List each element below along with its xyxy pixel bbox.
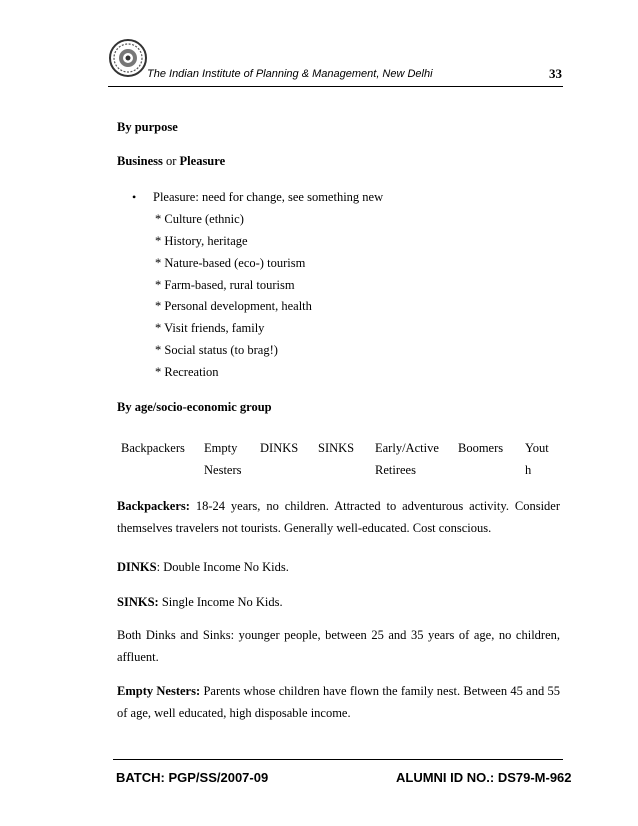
group-cell-line: Backpackers [121, 441, 185, 455]
bullet-pleasure-text: Pleasure: need for change, see something new [153, 190, 384, 204]
group-cell-line: DINKS [260, 441, 299, 455]
group-cell-dinks [260, 437, 298, 459]
group-cell-line: Nesters [204, 463, 242, 477]
sinks-paragraph [117, 591, 560, 613]
group-cell-line: Early/Active [375, 441, 439, 455]
list-item: * Culture (ethnic) [155, 212, 244, 226]
empty-nesters-text: Parents whose children have flown the family nest. Between 45 and 55 of age, well educated, high disposable income. [117, 684, 561, 720]
both-dinks-sinks-paragraph: Both Dinks and Sinks: younger people, between 25 and 35 years of age, no children, affluent. [117, 628, 560, 664]
list-item: * History, heritage [155, 234, 248, 248]
group-cell-boomers [458, 437, 503, 459]
group-cell-line: Yout [525, 441, 549, 455]
list-item: * Social status (to brag!) [155, 343, 278, 357]
footer-divider [113, 759, 563, 760]
group-cell-line: Empty [204, 441, 238, 455]
business-or-pleasure-line [117, 154, 225, 169]
empty-nesters-term: Empty Nesters: [117, 684, 201, 698]
dinks-text: : Double Income No Kids. [156, 560, 289, 574]
dinks-term: DINKS [117, 560, 157, 574]
header-institute-name: The Indian Institute of Planning & Management, New Delhi [147, 68, 433, 80]
list-item: * Nature-based (eco-) tourism [155, 256, 306, 270]
list-item: * Farm-based, rural tourism [155, 278, 295, 292]
backpackers-paragraph [117, 495, 560, 539]
footer-batch: BATCH: PGP/SS/2007-09 [116, 770, 269, 785]
group-cell-sinks [318, 437, 354, 459]
group-cell-line: SINKS [318, 441, 355, 455]
sinks-term: SINKS: [117, 595, 159, 609]
backpackers-term: Backpackers: [117, 499, 190, 513]
list-item: * Visit friends, family [155, 321, 265, 335]
heading-by-age-group: By age/socio-economic group [117, 400, 272, 414]
page-number: 33 [549, 66, 562, 81]
group-cell-line: Retirees [375, 463, 416, 477]
or-label: or [165, 154, 177, 168]
group-cell-youth [525, 437, 549, 481]
heading-by-purpose: By purpose [117, 120, 178, 134]
group-cell-early-retirees [375, 437, 439, 481]
list-item: * Personal development, health [155, 299, 312, 313]
dinks-paragraph [117, 556, 560, 578]
header-divider [108, 86, 563, 87]
group-cell-line: h [525, 463, 532, 477]
list-item: * Recreation [155, 365, 219, 379]
group-cell-line: Boomers [458, 441, 504, 455]
pleasure-label: Pleasure [179, 154, 226, 168]
empty-nesters-paragraph [117, 680, 560, 724]
institute-seal-logo [108, 38, 148, 78]
footer-alumni-id: ALUMNI ID NO.: DS79-M-962 [396, 770, 572, 785]
sinks-text: Single Income No Kids. [161, 595, 283, 609]
bullet-dot-icon: • [132, 190, 137, 204]
group-cell-empty-nesters [204, 437, 242, 481]
business-label: Business [117, 154, 163, 168]
group-cell-backpackers [121, 437, 185, 459]
backpackers-text: 18-24 years, no children. Attracted to adventurous activity. Consider themselves travelers not tourists. Generally well-educated. Cost conscious. [117, 499, 561, 535]
